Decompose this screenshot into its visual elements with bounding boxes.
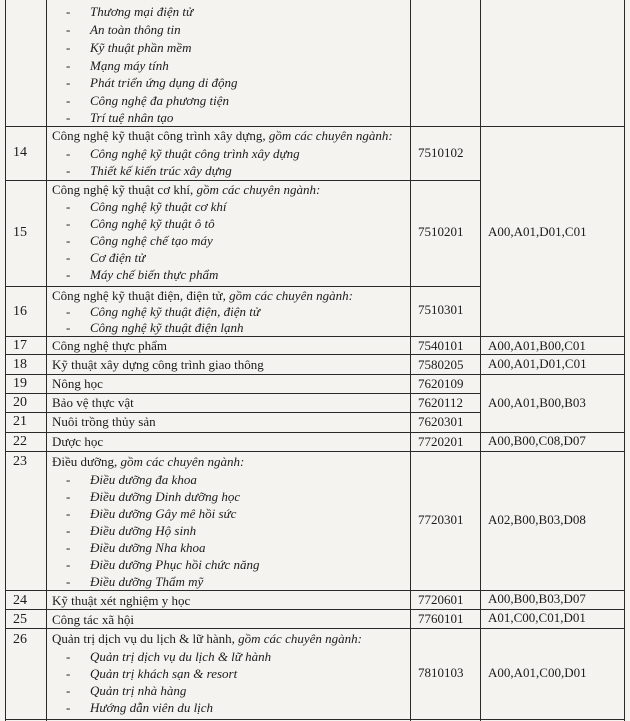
subject-combination: A00,A01,D01,C01 bbox=[488, 356, 587, 371]
sub-item: Điều dưỡng Dinh dưỡng học bbox=[90, 489, 241, 504]
subject-combination: A00,B00,C08,D07 bbox=[488, 433, 586, 448]
major-name: Công nghệ kỹ thuật cơ khí, gồm các chuyên ngành: bbox=[52, 182, 321, 197]
subject-combination: A00,A01,B00,C01 bbox=[488, 338, 586, 353]
sub-item: Cơ điện tử bbox=[90, 250, 146, 265]
sub-item: Quản trị nhà hàng bbox=[90, 683, 187, 698]
major-code: 7720301 bbox=[418, 512, 464, 527]
row-number: 23 bbox=[13, 454, 27, 469]
row-number: 21 bbox=[13, 414, 27, 429]
major-name: Điều dưỡng, gồm các chuyên ngành: bbox=[52, 454, 245, 469]
sub-item: Điều dưỡng đa khoa bbox=[90, 472, 197, 487]
sub-item: Công nghệ kỹ thuật cơ khí bbox=[90, 199, 227, 214]
major-name: Nuôi trồng thủy sản bbox=[52, 414, 156, 429]
subject-combination: A01,C00,C01,D01 bbox=[488, 610, 586, 625]
row-number: 15 bbox=[13, 225, 27, 240]
sub-item: An toàn thông tin bbox=[90, 22, 181, 37]
sub-item: Máy chế biến thực phẩm bbox=[90, 267, 219, 282]
row-number: 26 bbox=[13, 632, 27, 647]
sub-item: Công nghệ đa phương tiện bbox=[90, 93, 229, 108]
major-code: 7580205 bbox=[418, 357, 464, 372]
major-code: 7510301 bbox=[418, 302, 464, 317]
sub-item: Công nghệ kỹ thuật điện, điện tử bbox=[90, 304, 260, 319]
major-name: Quản trị dịch vụ du lịch & lữ hành, gồm các chuyên ngành: bbox=[52, 631, 362, 646]
row-number: 24 bbox=[13, 593, 27, 608]
subject-combination: A00,B00,B03,D07 bbox=[488, 591, 586, 606]
sub-item: Điều dưỡng Thẩm mỹ bbox=[90, 574, 204, 589]
sub-item: Công nghệ kỹ thuật điện lạnh bbox=[90, 320, 244, 335]
major-code: 7620112 bbox=[418, 395, 464, 410]
major-code: 7510102 bbox=[418, 145, 464, 160]
major-name: Nông học bbox=[52, 376, 103, 391]
major-code: 7620109 bbox=[418, 376, 464, 391]
row-number: 17 bbox=[13, 338, 27, 353]
major-name: Kỹ thuật xây dựng công trình giao thông bbox=[52, 357, 264, 372]
row-number: 16 bbox=[13, 304, 27, 319]
major-name: Bảo vệ thực vật bbox=[52, 395, 134, 410]
row-number: 25 bbox=[13, 612, 27, 627]
major-name: Công nghệ thực phẩm bbox=[52, 338, 168, 353]
sub-item: Mạng máy tính bbox=[90, 58, 169, 73]
row-number: 22 bbox=[13, 434, 27, 449]
major-name: Công nghệ kỹ thuật điện, điện tử, gồm các chuyên ngành: bbox=[52, 288, 353, 303]
major-code: 7810103 bbox=[418, 665, 464, 680]
sub-item: Công nghệ kỹ thuật ô tô bbox=[90, 216, 215, 231]
major-name: Công tác xã hội bbox=[52, 612, 134, 627]
major-name: Công nghệ kỹ thuật công trình xây dựng, gồm các chuyên ngành: bbox=[52, 128, 393, 143]
major-code: 7620301 bbox=[418, 414, 464, 429]
sub-item: Quản trị khách sạn & resort bbox=[90, 666, 238, 681]
sub-item: Thiết kế kiến trúc xây dựng bbox=[90, 163, 232, 178]
subject-combination: A00,A01,C00,D01 bbox=[488, 665, 587, 680]
sub-item: Điều dưỡng Hộ sinh bbox=[90, 523, 197, 538]
sub-item: Quản trị dịch vụ du lịch & lữ hành bbox=[90, 649, 272, 664]
sub-item: Trí tuệ nhân tạo bbox=[90, 110, 174, 125]
sub-item: Điều dưỡng Nha khoa bbox=[90, 540, 206, 555]
subject-combination: A00,A01,B00,B03 bbox=[488, 395, 586, 410]
major-code: 7720201 bbox=[418, 434, 464, 449]
sub-item: Thương mại điện tử bbox=[90, 4, 194, 19]
row-number: 18 bbox=[13, 357, 27, 372]
subject-combination: A00,A01,D01,C01 bbox=[488, 224, 587, 239]
major-name: Kỹ thuật xét nghiệm y học bbox=[52, 593, 191, 608]
major-code: 7720601 bbox=[418, 592, 464, 607]
page: - Thương mại điện tử - An toàn thông tin - Kỹ thuật phần mềm - Mạng máy tính - Phát triển ứng dụng di động - Công nghệ đa phương tiện - Trí tuệ nhân tạo 14 Công nghệ kỹ thuật công trình xây dựng, gồm các chuyên ngành: - Công nghệ kỹ thuật công trình xây dựng - Thiết kế kiến trúc xây dựng 7510102 15 Công nghệ kỹ thuật cơ khí, gồm các chuyên ngành: - Công nghệ kỹ thuật cơ khí - Công nghệ kỹ thuật ô tô - Công nghệ chế tạo máy - Cơ điện tử - Máy chế biến thực phẩm 7510201 A00,A01,D01,C01 16 Công nghệ kỹ thuật điện, điện tử, gồm các chuyên ngành: - Công nghệ kỹ thuật điện, điện tử - Công nghệ kỹ thuật điện lạnh 7510301 17 Công nghệ thực phẩm 7540101 A00,A01,B00,C01 18 Kỹ thuật xây dựng công trình giao thông 7580205 A00,A01,D01,C01 19 Nông học 7620109 20 Bảo vệ thực vật 7620112 21 Nuôi trồng thủy sản 7620301 A00,A01,B00,B03 22 Dược học 7720201 A00,B00,C08,D07 23 Điều dưỡng, gồm các chuyên ngành: - Điều dưỡng đa khoa - Điều dưỡng Dinh dưỡng học - Điều dưỡng Gây mê hồi sức - Điều dưỡng Hộ sinh - Điều dưỡng Nha khoa - Điều dưỡng Phục hồi chức năng - Điều dưỡng Thẩm mỹ 7720301 A02,B00,B03,D08 24 Kỹ thuật xét nghiệm y học 7720601 A00,B00,B03,D07 25 Công tác xã hội 7760101 A01,C00,C01,D01 26 Quản trị dịch vụ du lịch & lữ hành, gồm các chuyên ngành: - Quản trị dịch vụ du lịch & lữ hành - Quản trị khách sạn & resort - Quản trị nhà hàng - Hướng dẫn viên du lịch 7810103 A00,A01,C00,D01 bbox=[0, 0, 630, 721]
sub-item: Công nghệ chế tạo máy bbox=[90, 233, 213, 248]
major-code: 7510201 bbox=[418, 224, 464, 239]
sub-item: Điều dưỡng Gây mê hồi sức bbox=[90, 506, 237, 521]
row-number: 19 bbox=[13, 376, 27, 391]
major-code: 7540101 bbox=[418, 338, 464, 353]
sub-item: Hướng dẫn viên du lịch bbox=[90, 700, 214, 715]
sub-item: Công nghệ kỹ thuật công trình xây dựng bbox=[90, 146, 300, 161]
major-name: Dược học bbox=[52, 434, 104, 449]
sub-item: Kỹ thuật phần mềm bbox=[90, 40, 192, 55]
subject-combination: A02,B00,B03,D08 bbox=[488, 512, 586, 527]
sub-item: Phát triển ứng dụng di động bbox=[90, 75, 238, 90]
sub-item: Điều dưỡng Phục hồi chức năng bbox=[90, 557, 260, 572]
row-number: 14 bbox=[13, 145, 27, 160]
row-number: 20 bbox=[13, 395, 27, 410]
major-code: 7760101 bbox=[418, 611, 464, 626]
